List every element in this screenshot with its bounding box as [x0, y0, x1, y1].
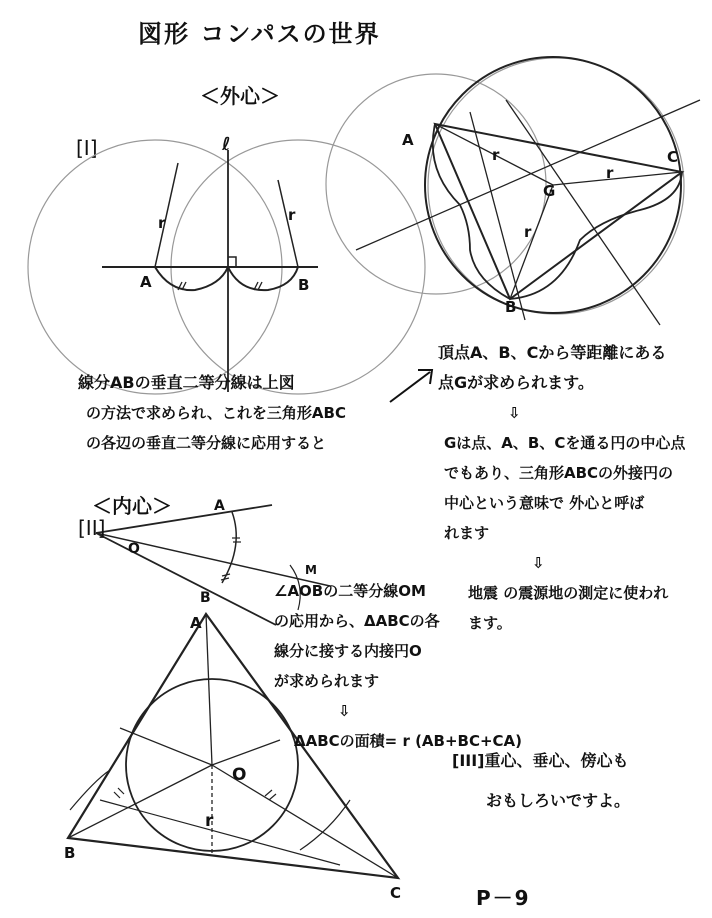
note-right-line-4: でもあり、三角形ABCの外接円の: [444, 464, 674, 482]
note-right-line-2: 点Gが求められます。: [438, 373, 594, 392]
radius-label-incircle: r: [205, 811, 214, 831]
note-right-line-7: 地震 の震源地の測定に使われ: [468, 584, 669, 602]
note-right-line-3: Gは点、A、B、Cを通る円の中心点: [444, 434, 686, 452]
note-right-line-5: 中心という意味で 外心と呼ば: [444, 494, 645, 512]
circumcircle-figure: [326, 57, 700, 325]
incenter-heading: ＜内心＞: [92, 494, 172, 518]
arc-am: [155, 267, 228, 290]
incenter-note-line-4: が求められます: [274, 672, 380, 690]
page-title: 図形 コンパスの世界: [138, 20, 381, 48]
note-right-line-6: れます: [444, 524, 490, 542]
circumcenter-heading: ＜外心＞: [200, 84, 280, 108]
radius-label-right: r: [288, 206, 296, 224]
incenter-note-line-1: ∠AOBの二等分線OM: [274, 582, 426, 600]
right-angle-mark: [228, 257, 236, 267]
point-a-label-fig1: A: [140, 273, 152, 291]
ray-ob: [96, 533, 276, 625]
point-c-label-incircle: C: [390, 884, 402, 902]
others-note-line-1: [III]重心、垂心、傍心も: [452, 751, 629, 770]
point-m-label: M: [305, 563, 317, 577]
point-b-label-angle: B: [200, 590, 211, 606]
note-left-line-3: の各辺の垂直二等分線に応用すると: [86, 434, 327, 452]
radius-label-gb: r: [524, 223, 532, 241]
point-c-label-fig2: C: [667, 148, 679, 166]
incenter-note-line-3: 線分に接する内接円O: [274, 642, 422, 660]
point-b-label-incircle: B: [64, 844, 76, 862]
point-a-label-fig2: A: [402, 131, 414, 149]
arrow-icon: [390, 372, 430, 402]
point-a-label-angle: A: [214, 498, 225, 514]
page-number: P－9: [476, 886, 531, 910]
incenter-note: [272, 576, 523, 756]
arc-mb: [228, 267, 298, 290]
point-b-label-fig1: B: [298, 276, 310, 294]
note-right-line-8: ます。: [468, 614, 512, 632]
perpendicular-bisector-figure: [28, 140, 425, 394]
note-left-line-1: 線分ABの垂直二等分線は上図: [78, 373, 295, 392]
point-o-label-angle: O: [128, 541, 140, 557]
point-o-label-incircle: O: [232, 765, 247, 785]
circumcenter-note-left: [78, 368, 346, 458]
note-right-arrow-1: ⇩: [508, 404, 521, 422]
part-2-label: [II]: [78, 516, 106, 540]
note-right-line-1: 頂点A、B、Cから等距離にある: [438, 343, 667, 362]
note-right-arrow-2: ⇩: [532, 554, 545, 572]
incenter-note-line-2: の応用から、ΔABCの各: [274, 612, 440, 630]
others-note-line-2: おもしろいですよ。: [486, 791, 631, 810]
line-l-label: ℓ: [222, 134, 231, 155]
radius-label-left: r: [158, 214, 166, 232]
perpendicular-bisector-bc: [506, 100, 660, 325]
point-a-label-incircle: A: [190, 614, 202, 632]
incenter-note-arrow: ⇩: [338, 702, 351, 720]
incenter-area-formula: ΔABCの面積= r (AB+BC+CA): [294, 732, 523, 750]
note-left-line-2: の方法で求められ、これを三角形ABC: [86, 404, 346, 422]
point-b-label-fig2: B: [505, 298, 517, 316]
part-1-label: [I]: [76, 136, 98, 160]
radius-label-ga: r: [492, 146, 500, 164]
point-g-label: G: [543, 182, 556, 200]
radius-label-gc: r: [606, 164, 614, 182]
